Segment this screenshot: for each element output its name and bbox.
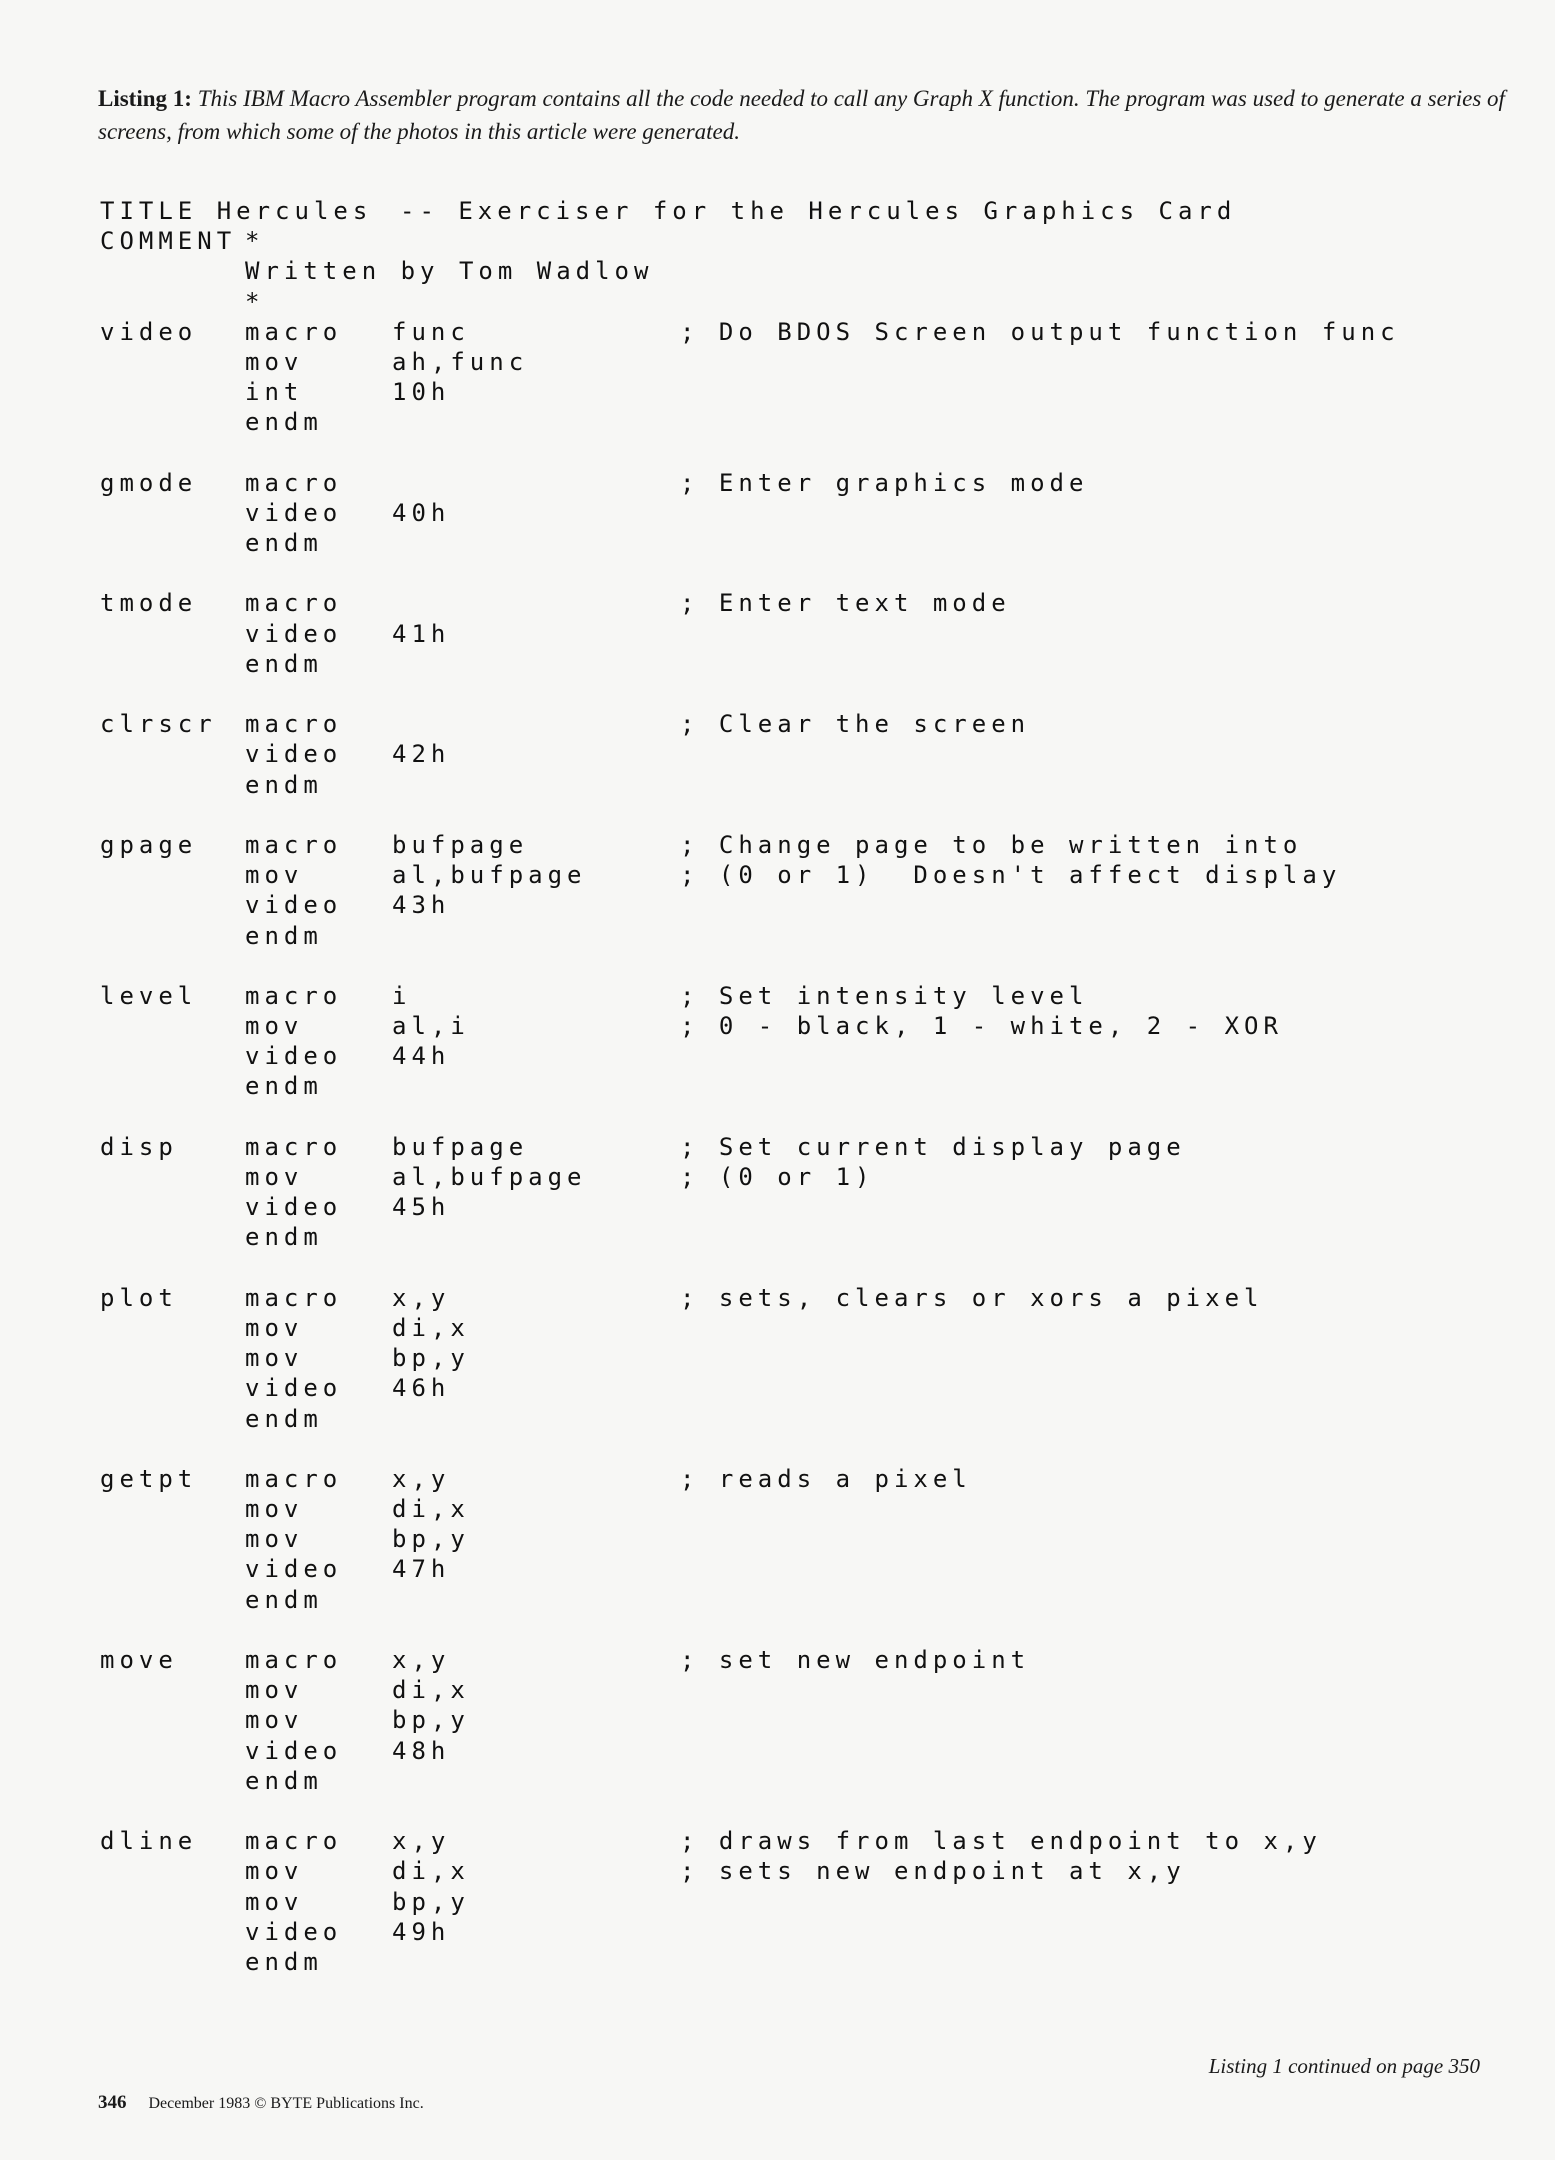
code-opcode: endm: [245, 1404, 323, 1433]
code-opcode: mov: [245, 1344, 304, 1373]
code-comment: ; sets new endpoint at x,y: [680, 1857, 1186, 1886]
code-line: [100, 921, 1520, 951]
code-line: [100, 377, 1520, 407]
code-line: [100, 1041, 1520, 1071]
code-line: [100, 317, 1520, 347]
code-operand: 41h: [392, 619, 451, 648]
code-operand: al,i: [392, 1012, 470, 1041]
title-description: -- Exerciser for the Hercules Graphics Card: [400, 197, 1237, 225]
code-comment: ; Enter graphics mode: [680, 468, 1089, 497]
code-operand: 46h: [392, 1374, 451, 1403]
code-label: disp: [100, 1132, 178, 1161]
code-label: getpt: [100, 1464, 198, 1493]
code-opcode: video: [245, 1193, 343, 1222]
code-operand: 40h: [392, 498, 451, 527]
code-operand: bp,y: [392, 1706, 470, 1735]
code-line: [100, 1011, 1520, 1041]
code-comment: ; (0 or 1): [680, 1163, 875, 1191]
comment-text: *: [245, 287, 265, 316]
code-operand: x,y: [392, 1283, 451, 1312]
code-line: [100, 1675, 1520, 1705]
code-comment: ; Do BDOS Screen output function func: [680, 317, 1400, 346]
code-line: [100, 830, 1520, 860]
code-opcode: mov: [245, 1163, 304, 1191]
code-line: [100, 890, 1520, 920]
code-opcode: macro: [245, 1283, 343, 1312]
code-comment: ; sets, clears or xors a pixel: [680, 1283, 1264, 1312]
caption-text: This IBM Macro Assembler program contains all the code needed to call any Graph X function. The program was used to generate a series of screens, from which some of the photos in this article were generated.: [98, 86, 1505, 144]
code-line: [100, 1343, 1520, 1373]
comment-line: [100, 287, 1520, 317]
code-opcode: mov: [245, 861, 304, 890]
code-line: [100, 1071, 1520, 1101]
code-label: plot: [100, 1283, 178, 1312]
code-operand: 43h: [392, 891, 451, 920]
blank-line: [100, 679, 1520, 709]
code-opcode: mov: [245, 1857, 304, 1886]
blank-line: [100, 800, 1520, 830]
code-label: level: [100, 981, 198, 1010]
code-line: [100, 1736, 1520, 1766]
blank-line: [100, 951, 1520, 981]
code-operand: di,x: [392, 1495, 470, 1524]
code-opcode: macro: [245, 317, 343, 346]
title-label: TITLE Hercules: [100, 197, 373, 225]
code-label: video: [100, 317, 198, 346]
code-line: [100, 407, 1520, 437]
code-opcode: video: [245, 1917, 343, 1946]
code-line: [100, 1585, 1520, 1615]
code-opcode: mov: [245, 1706, 304, 1735]
blank-line: [100, 558, 1520, 588]
code-opcode: endm: [245, 408, 323, 437]
blank-line: [100, 1615, 1520, 1645]
code-line: [100, 709, 1520, 739]
code-line: [100, 1222, 1520, 1252]
code-comment: ; set new endpoint: [680, 1646, 1031, 1674]
code-line: [100, 649, 1520, 679]
code-line: [100, 1524, 1520, 1554]
code-operand: 42h: [392, 740, 451, 769]
code-line: [100, 860, 1520, 890]
code-operand: bp,y: [392, 1887, 470, 1916]
code-operand: 47h: [392, 1555, 451, 1584]
code-opcode: macro: [245, 1464, 343, 1493]
code-operand: al,bufpage: [392, 1163, 587, 1191]
code-opcode: macro: [245, 589, 343, 618]
footer-text: December 1983 © BYTE Publications Inc.: [148, 2095, 424, 2112]
continued-note: Listing 1 continued on page 350: [1208, 2054, 1480, 2078]
code-opcode: macro: [245, 981, 343, 1010]
code-operand: 49h: [392, 1917, 451, 1946]
code-comment: ; Set intensity level: [680, 981, 1089, 1010]
blank-line: [100, 1796, 1520, 1826]
code-operand: 10h: [392, 378, 451, 407]
code-operand: di,x: [392, 1857, 470, 1886]
code-line: [100, 498, 1520, 528]
code-comment: ; draws from last endpoint to x,y: [680, 1827, 1322, 1856]
code-opcode: video: [245, 498, 343, 527]
title-line: [100, 196, 1520, 226]
code-operand: bp,y: [392, 1344, 470, 1373]
code-line: [100, 1162, 1520, 1192]
code-operand: i: [392, 981, 412, 1010]
code-comment: ; Enter text mode: [680, 589, 1011, 618]
code-line: [100, 1373, 1520, 1403]
code-label: gmode: [100, 468, 198, 497]
code-line: [100, 1132, 1520, 1162]
code-opcode: mov: [245, 1887, 304, 1916]
code-line: [100, 1766, 1520, 1796]
code-line: [100, 468, 1520, 498]
code-line: [100, 1645, 1520, 1675]
comment-text: Written by Tom Wadlow: [245, 257, 654, 286]
blank-line: [100, 438, 1520, 468]
code-opcode: video: [245, 891, 343, 920]
code-opcode: endm: [245, 1947, 323, 1976]
code-opcode: endm: [245, 649, 323, 678]
code-operand: ah,func: [392, 347, 529, 376]
code-line: [100, 528, 1520, 558]
code-opcode: macro: [245, 1827, 343, 1856]
code-opcode: endm: [245, 1585, 323, 1614]
code-operand: di,x: [392, 1313, 470, 1342]
code-line: [100, 1313, 1520, 1343]
code-opcode: video: [245, 1374, 343, 1403]
code-label: tmode: [100, 589, 198, 618]
code-opcode: mov: [245, 347, 304, 376]
code-line: [100, 1494, 1520, 1524]
code-operand: al,bufpage: [392, 861, 587, 890]
code-opcode: endm: [245, 770, 323, 799]
code-line: [100, 1887, 1520, 1917]
code-line: [100, 347, 1520, 377]
code-opcode: endm: [245, 1223, 323, 1252]
code-comment: ; Clear the screen: [680, 710, 1031, 739]
code-opcode: mov: [245, 1676, 304, 1705]
code-opcode: int: [245, 378, 304, 407]
code-opcode: endm: [245, 921, 323, 950]
code-line: [100, 1404, 1520, 1434]
code-opcode: endm: [245, 529, 323, 558]
code-line: [100, 1192, 1520, 1222]
code-operand: bufpage: [392, 1132, 529, 1161]
code-operand: di,x: [392, 1676, 470, 1705]
code-label: gpage: [100, 830, 198, 859]
code-line: [100, 588, 1520, 618]
code-comment: ; Set current display page: [680, 1132, 1186, 1161]
code-opcode: macro: [245, 830, 343, 859]
code-listing: [100, 196, 1520, 1977]
comment-label: COMMENT: [100, 227, 237, 256]
code-opcode: mov: [245, 1495, 304, 1524]
code-opcode: mov: [245, 1012, 304, 1041]
code-comment: ; Change page to be written into: [680, 830, 1303, 859]
code-line: [100, 1856, 1520, 1886]
code-opcode: macro: [245, 710, 343, 739]
code-opcode: video: [245, 1555, 343, 1584]
code-opcode: endm: [245, 1072, 323, 1101]
code-label: dline: [100, 1827, 198, 1856]
code-operand: x,y: [392, 1646, 451, 1674]
code-operand: bp,y: [392, 1525, 470, 1554]
code-opcode: video: [245, 1042, 343, 1071]
code-comment: ; reads a pixel: [680, 1464, 972, 1493]
code-opcode: mov: [245, 1313, 304, 1342]
code-comment: ; (0 or 1) Doesn't affect display: [680, 861, 1342, 890]
code-opcode: macro: [245, 1646, 343, 1674]
code-operand: x,y: [392, 1827, 451, 1856]
macro-blocks: [100, 317, 1520, 1977]
listing-caption: [98, 82, 1518, 148]
comment-text: *: [245, 227, 265, 256]
page-footer: [98, 2092, 424, 2114]
code-opcode: macro: [245, 468, 343, 497]
code-operand: 44h: [392, 1042, 451, 1071]
comment-line: [100, 256, 1520, 286]
code-label: clrscr: [100, 710, 217, 739]
page-number: 346: [98, 2092, 127, 2113]
code-opcode: video: [245, 1736, 343, 1765]
code-line: [100, 1283, 1520, 1313]
code-label: move: [100, 1646, 178, 1674]
code-line: [100, 1826, 1520, 1856]
code-line: [100, 1705, 1520, 1735]
code-opcode: macro: [245, 1132, 343, 1161]
blank-line: [100, 1253, 1520, 1283]
code-line: [100, 619, 1520, 649]
code-line: [100, 770, 1520, 800]
caption-label: Listing 1:: [98, 86, 192, 111]
code-line: [100, 739, 1520, 769]
code-line: [100, 1947, 1520, 1977]
blank-line: [100, 1102, 1520, 1132]
comment-line: [100, 226, 1520, 256]
code-operand: bufpage: [392, 830, 529, 859]
code-opcode: video: [245, 740, 343, 769]
code-operand: 48h: [392, 1736, 451, 1765]
code-opcode: video: [245, 619, 343, 648]
code-line: [100, 1917, 1520, 1947]
code-operand: x,y: [392, 1464, 451, 1493]
code-operand: func: [392, 317, 470, 346]
blank-line: [100, 1434, 1520, 1464]
code-comment: ; 0 - black, 1 - white, 2 - XOR: [680, 1012, 1283, 1041]
code-opcode: mov: [245, 1525, 304, 1554]
code-line: [100, 1464, 1520, 1494]
code-line: [100, 1554, 1520, 1584]
code-opcode: endm: [245, 1766, 323, 1795]
code-operand: 45h: [392, 1193, 451, 1222]
code-line: [100, 981, 1520, 1011]
